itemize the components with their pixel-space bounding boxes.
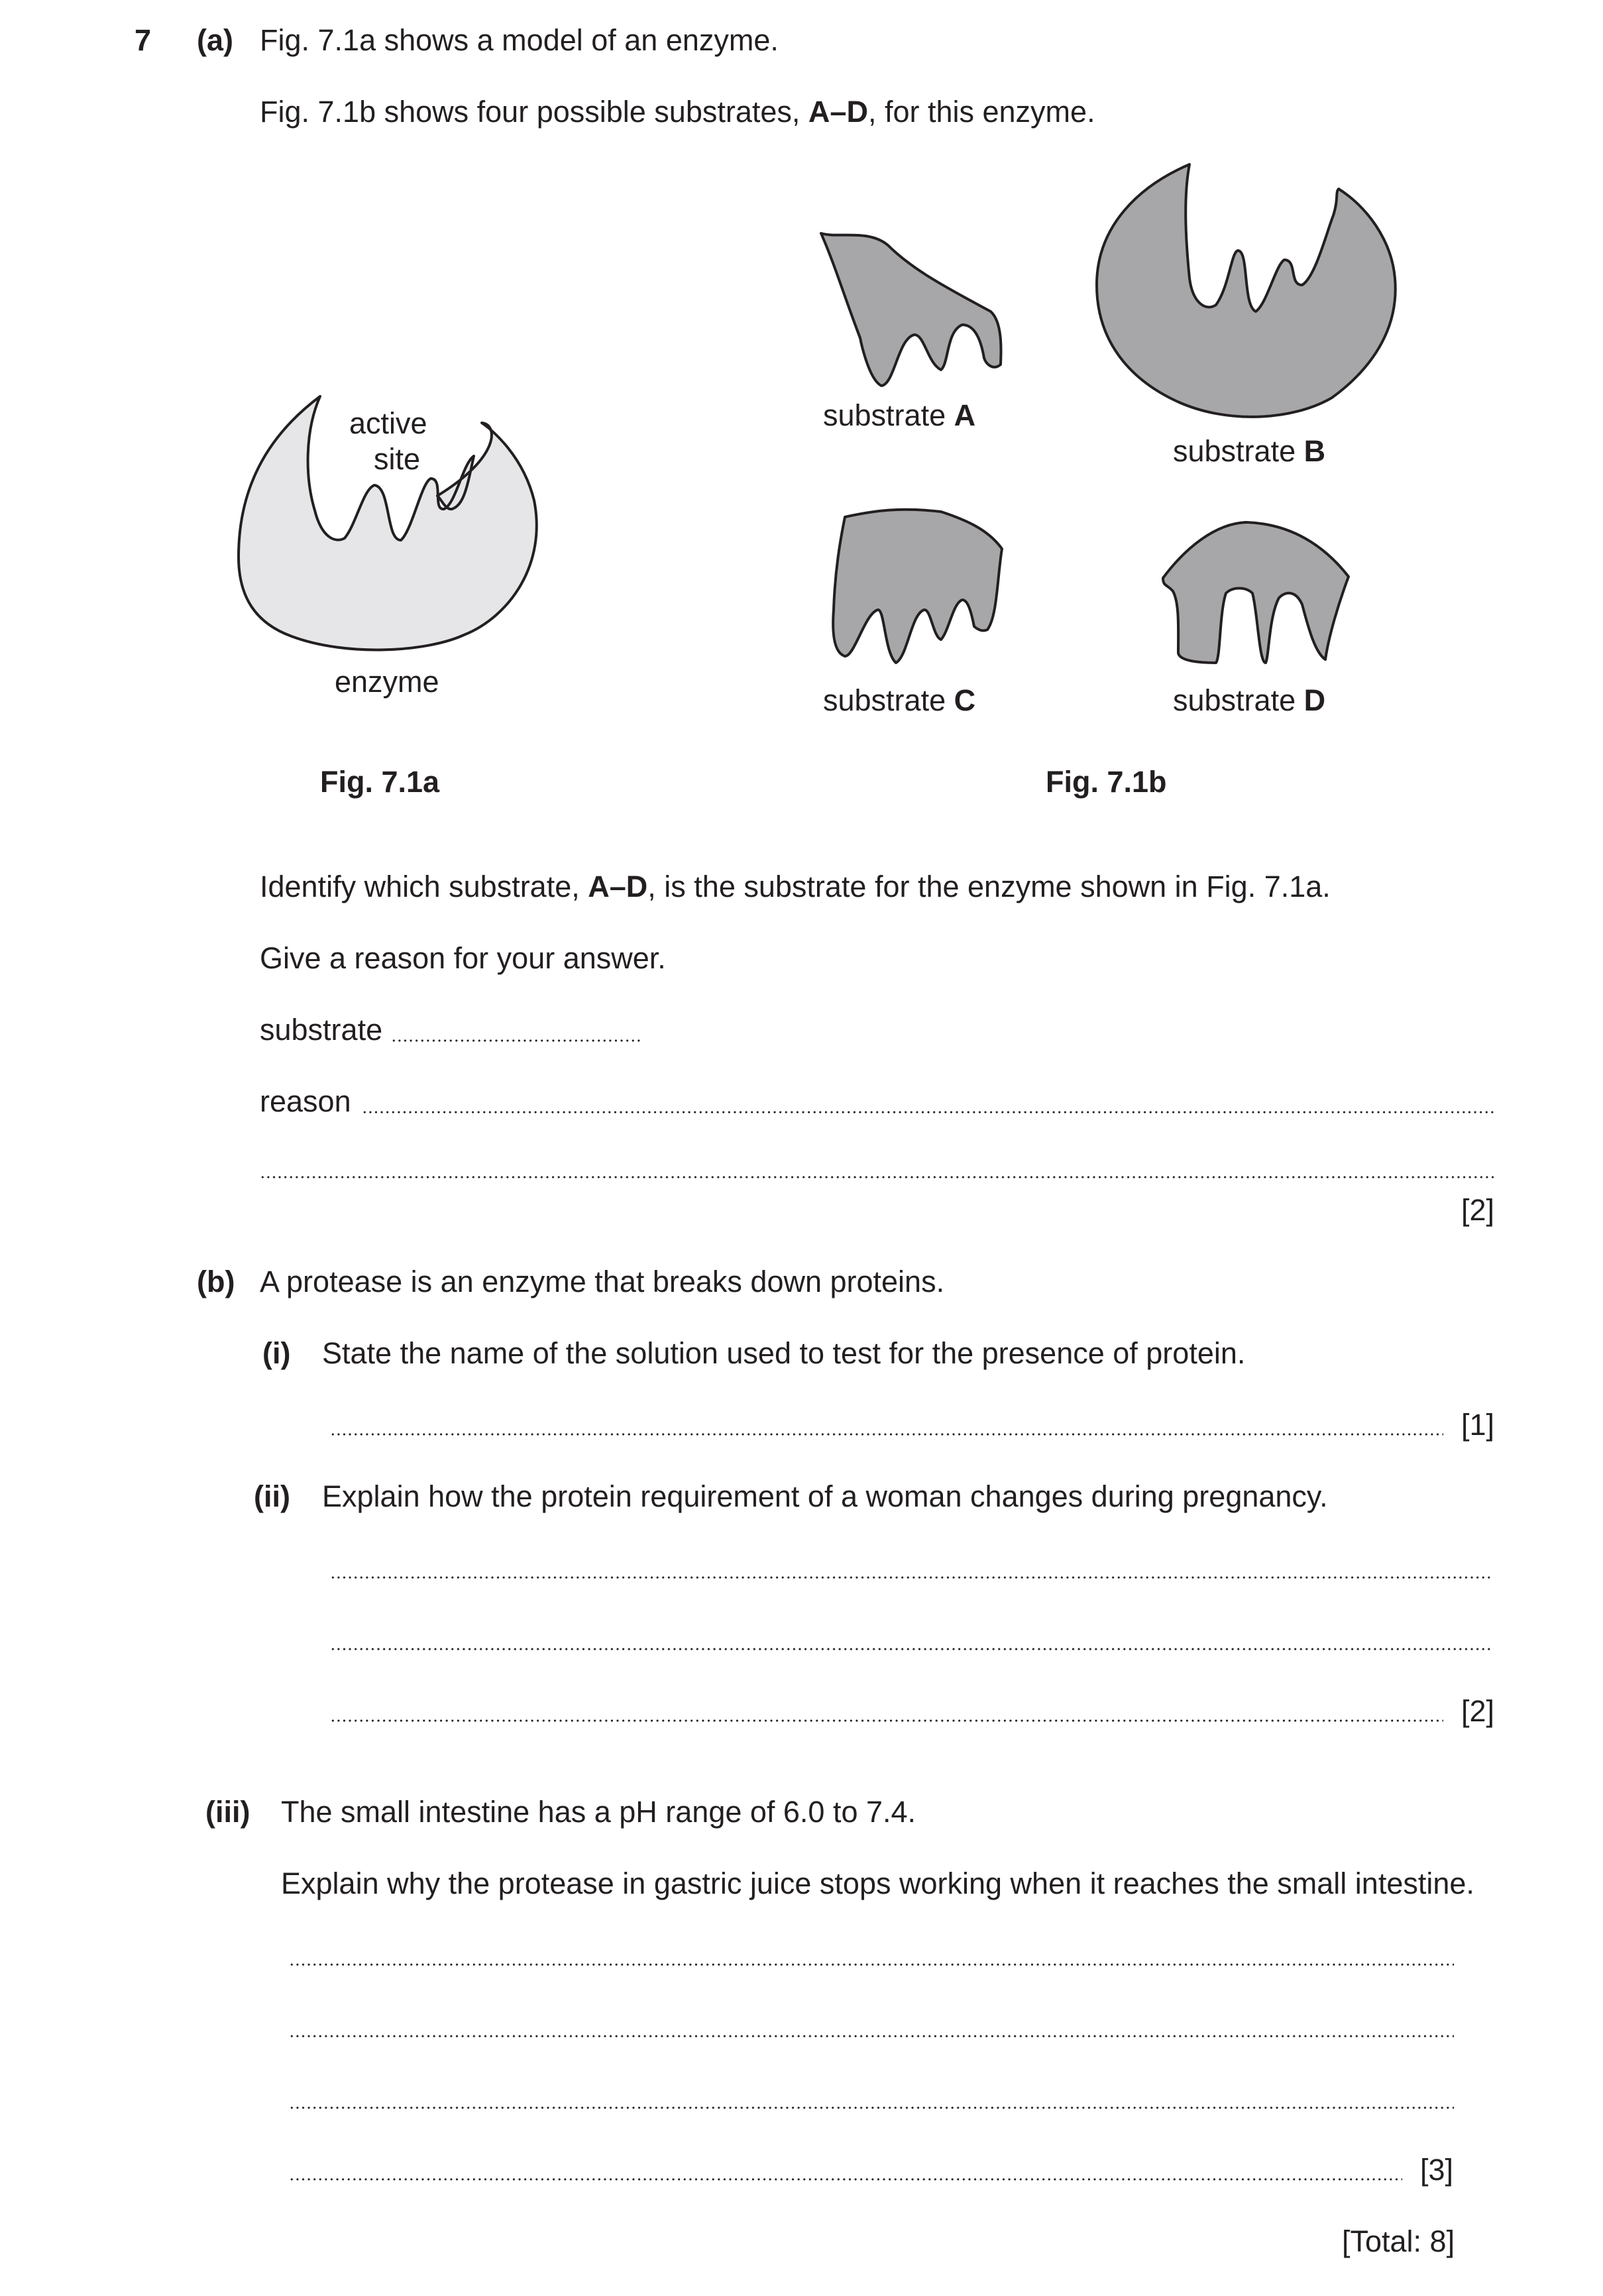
reason-prompt: Give a reason for your answer.: [260, 941, 666, 975]
part-b-ii-answer-line-2[interactable]: [330, 1640, 1494, 1658]
label-substrate-b: substrate B: [1173, 434, 1326, 468]
substrate-b-shape: [1097, 164, 1396, 417]
part-b-ii-answer-line-1[interactable]: [330, 1568, 1494, 1587]
label-enzyme: enzyme: [335, 665, 439, 699]
part-b-i-marks: [1]: [1461, 1408, 1495, 1442]
part-b-ii-label: (ii): [254, 1479, 290, 1513]
part-b-i-label: (i): [262, 1336, 291, 1370]
label-substrate-d: substrate D: [1173, 683, 1326, 717]
part-b-label: (b): [197, 1265, 235, 1298]
part-b-iii-label: (iii): [205, 1795, 250, 1829]
part-a-marks: [2]: [1461, 1193, 1495, 1227]
part-b-iii-text-2: Explain why the protease in gastric juice stops working when it reaches the small intestine.: [281, 1866, 1474, 1900]
substrate-a-shape: [821, 233, 1001, 386]
part-b-ii-text: Explain how the protein requirement of a woman changes during pregnancy.: [322, 1479, 1328, 1513]
caption-fig-7-1b: Fig. 7.1b: [1046, 765, 1167, 799]
total-marks: [Total: 8]: [1342, 2224, 1455, 2258]
part-b-ii-answer-line-3[interactable]: [330, 1711, 1443, 1730]
part-b-iii-answer-line-3[interactable]: [289, 2098, 1454, 2117]
label-substrate-a: substrate A: [823, 398, 976, 432]
caption-fig-7-1a: Fig. 7.1a: [320, 765, 440, 799]
part-b-ii-marks: [2]: [1461, 1694, 1495, 1728]
reason-answer-line-1[interactable]: [362, 1103, 1494, 1121]
substrate-field-label: substrate: [260, 1013, 383, 1047]
label-site: site: [374, 442, 421, 476]
part-b-i-text: State the name of the solution used to test for the presence of protein.: [322, 1336, 1246, 1370]
label-substrate-c: substrate C: [823, 683, 976, 717]
question-number: 7: [135, 23, 152, 57]
part-b-iii-marks: [3]: [1420, 2153, 1454, 2187]
reason-answer-line-2[interactable]: [260, 1168, 1494, 1186]
substrate-answer-line[interactable]: [391, 1031, 643, 1050]
part-b-iii-answer-line-4[interactable]: [289, 2170, 1402, 2189]
part-b-iii-answer-line-1[interactable]: [289, 1955, 1454, 1974]
part-a-label: (a): [197, 23, 233, 57]
part-b-intro: A protease is an enzyme that breaks down proteins.: [260, 1265, 945, 1298]
label-active: active: [349, 406, 427, 440]
part-a-intro-1: Fig. 7.1a shows a model of an enzyme.: [260, 23, 779, 57]
reason-field-label: reason: [260, 1084, 351, 1118]
figure-drawings: [0, 0, 1603, 829]
part-b-iii-text-1: The small intestine has a pH range of 6.0 to 7.4.: [281, 1795, 916, 1829]
part-b-iii-answer-line-2[interactable]: [289, 2027, 1454, 2045]
part-b-i-answer-line[interactable]: [330, 1425, 1443, 1444]
identify-text: Identify which substrate, A–D, is the substrate for the enzyme shown in Fig. 7.1a.: [260, 870, 1331, 903]
substrate-d-shape: [1163, 522, 1349, 663]
substrate-c-shape: [833, 510, 1002, 663]
part-a-intro-2: Fig. 7.1b shows four possible substrates, A–D, for this enzyme.: [260, 95, 1095, 129]
